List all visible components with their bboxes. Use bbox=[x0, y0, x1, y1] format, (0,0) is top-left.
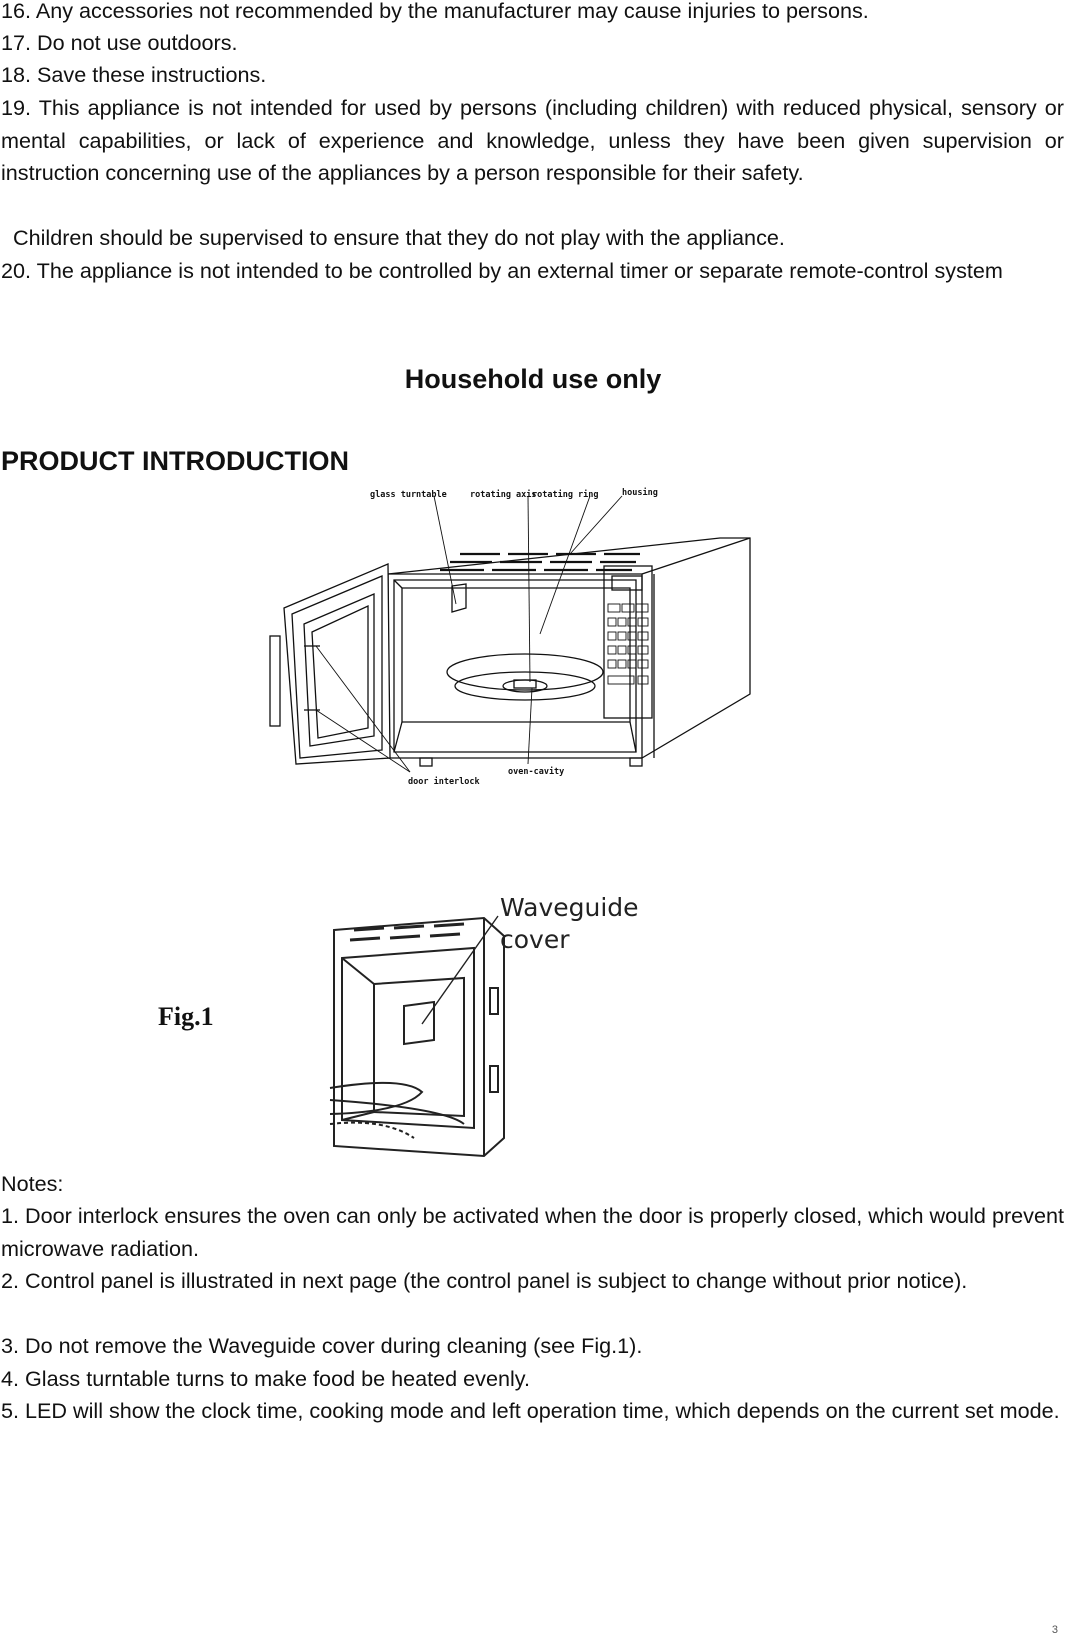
product-introduction-heading: PRODUCT INTRODUCTION bbox=[1, 446, 349, 476]
note-2: 2. Control panel is illustrated in next page (the control panel is subject to change without prior notice). bbox=[1, 1268, 968, 1293]
note-3: 3. Do not remove the Waveguide cover during cleaning (see Fig.1). bbox=[1, 1333, 643, 1358]
instruction-20: 20. The appliance is not intended to be controlled by an external timer or separate remote-control system bbox=[1, 258, 1003, 283]
instruction-19-supervision: Children should be supervised to ensure that they do not play with the appliance. bbox=[1, 225, 785, 250]
household-use-heading: Household use only bbox=[404, 364, 662, 394]
instruction-18: 18. Save these instructions. bbox=[1, 62, 267, 87]
label-glass-turntable: glass turntable bbox=[370, 490, 447, 500]
note-1: 1. Door interlock ensures the oven can only be activated when the door is properly closed, which would prevent microwave radiation. bbox=[1, 1203, 1064, 1261]
instruction-16: 16. Any accessories not recommended by the manufacturer may cause injuries to persons. bbox=[1, 0, 869, 23]
note-5: 5. LED will show the clock time, cooking mode and left operation time, which depends on the current set mode. bbox=[1, 1398, 1060, 1423]
waveguide-label-line2: cover bbox=[500, 925, 570, 954]
label-rotating-axis: rotating axis bbox=[470, 490, 537, 500]
waveguide-label-line1: Waveguide bbox=[500, 893, 639, 922]
instruction-17: 17. Do not use outdoors. bbox=[1, 30, 238, 55]
instruction-19: 19. This appliance is not intended for used by persons (including children) with reduced physical, sensory or mental capabilities, or lack of experience and knowledge, unless they have been given supervision or instruction concerning use of the appliances by a person responsible for their safety. bbox=[1, 95, 1064, 186]
label-housing: housing bbox=[622, 488, 658, 498]
notes-title: Notes: bbox=[1, 1171, 64, 1196]
note-4: 4. Glass turntable turns to make food be heated evenly. bbox=[1, 1366, 530, 1391]
page-number: 3 bbox=[1051, 1624, 1058, 1636]
label-door-interlock: door interlock bbox=[408, 777, 480, 787]
microwave-diagram bbox=[270, 488, 790, 806]
waveguide-cover-figure bbox=[294, 888, 654, 1156]
label-rotating-ring: rotating ring bbox=[532, 490, 599, 500]
fig-1-label: Fig.1 bbox=[158, 1002, 214, 1031]
label-oven-cavity: oven-cavity bbox=[508, 767, 565, 777]
